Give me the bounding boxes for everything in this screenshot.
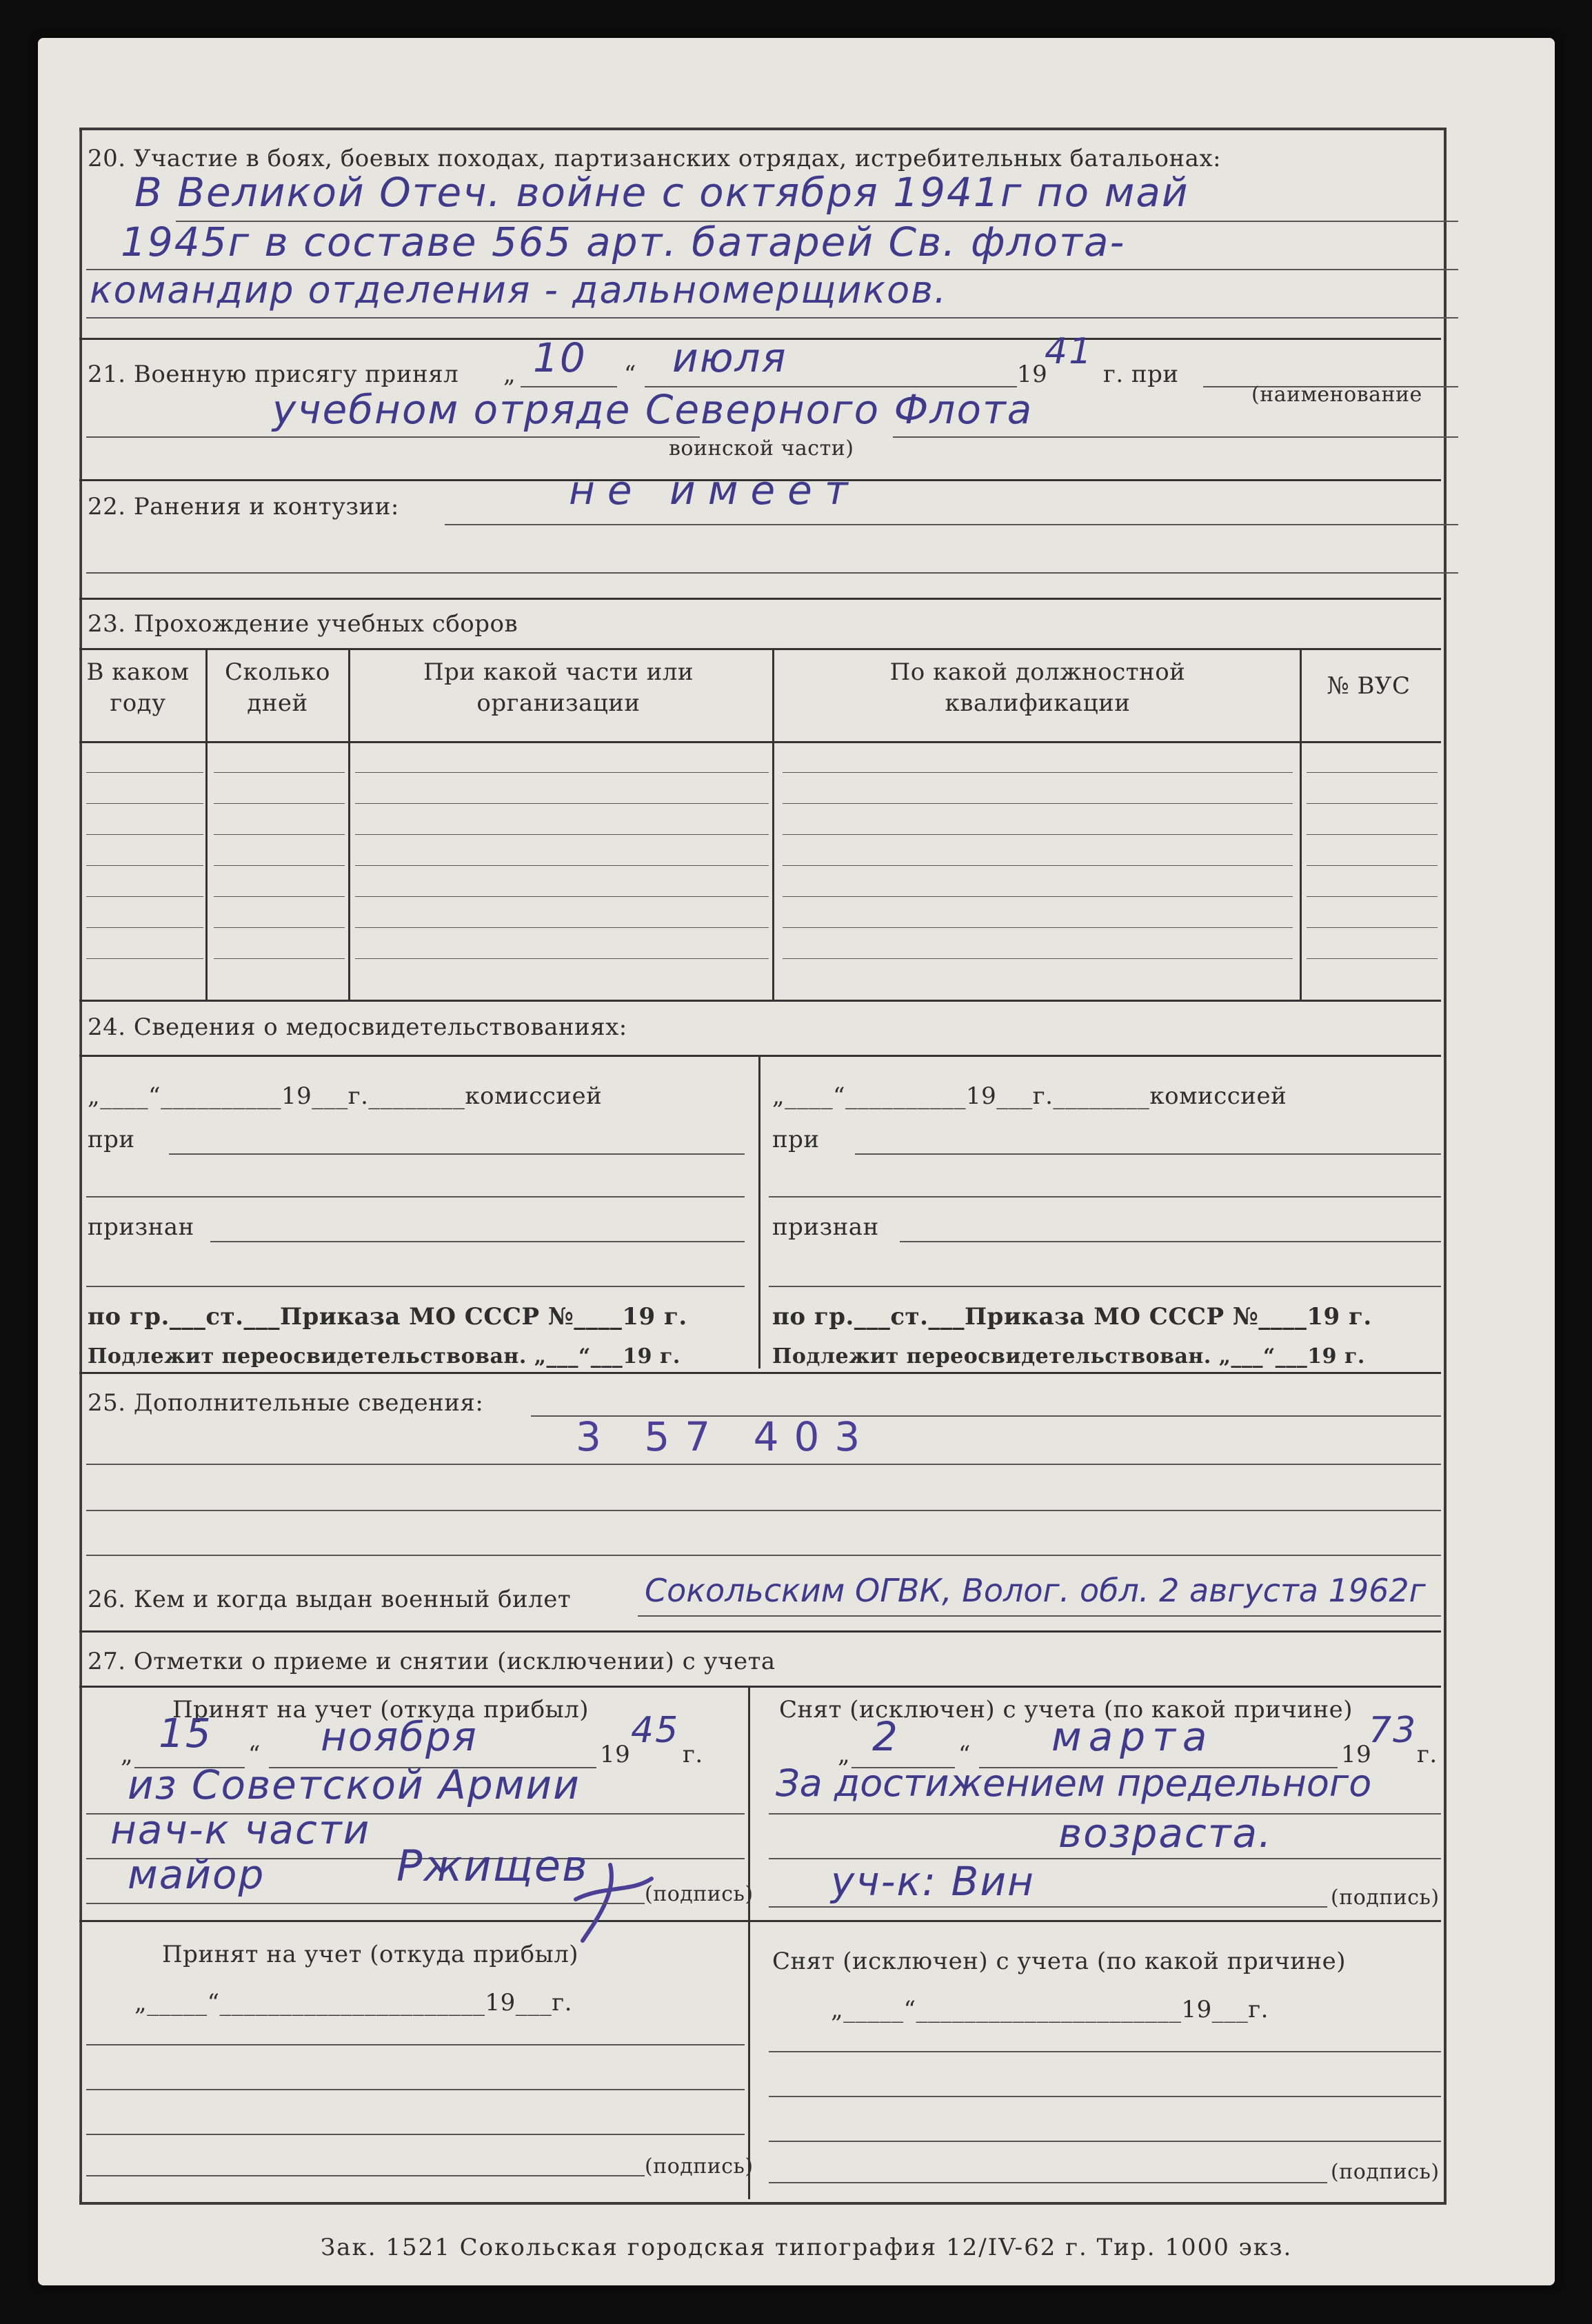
table-row-line: [86, 865, 203, 866]
section-20-handwriting-3: командир отделения - дальномерщиков.: [90, 268, 948, 312]
accept-label-1: Принят на учет (откуда прибыл): [172, 1696, 590, 1724]
table-row-line: [355, 803, 769, 804]
table-row-line: [1307, 958, 1438, 959]
remove-label-2: Снят (исключен) с учета (по какой причине): [772, 1948, 1347, 1975]
table-row-line: [783, 803, 1293, 804]
section-26-label: 26. Кем и когда выдан военный билет: [88, 1586, 572, 1613]
table-row-line: [86, 803, 203, 804]
table-row-line: [1307, 772, 1438, 773]
table-row-line: [214, 772, 345, 773]
table-row-line: [214, 834, 345, 835]
table-row-line: [783, 896, 1293, 897]
remove-1-reason: За достижением предельного: [776, 1761, 1372, 1805]
section-27-label: 27. Отметки о приеме и снятии (исключении) с учета: [88, 1648, 776, 1675]
accept-1-signature: Ржищев: [396, 1841, 589, 1891]
table-row-line: [783, 834, 1293, 835]
accept-1-year: 45: [631, 1710, 680, 1751]
section-20-handwriting-1: В Великой Отеч. войне с октября 1941г по май: [134, 169, 1189, 216]
remove-1-year: 73: [1369, 1710, 1418, 1751]
accept-1-position: нач-к части: [110, 1806, 371, 1853]
table-row-line: [1307, 803, 1438, 804]
table-row-line: [355, 958, 769, 959]
accept-1-rank: майор: [128, 1851, 265, 1898]
table-row-line: [783, 865, 1293, 866]
section-22-label: 22. Ранения и контузии:: [88, 493, 399, 521]
remove-1-day: 2: [872, 1713, 899, 1760]
remove-label-1: Снят (исключен) с учета (по какой причине): [779, 1696, 1353, 1724]
remove-1-reason-2: возраста.: [1058, 1810, 1273, 1857]
accept-label-2: Принят на учет (откуда прибыл): [162, 1941, 579, 1968]
remove-1-month: марта: [1051, 1713, 1214, 1760]
table-row-line: [1307, 896, 1438, 897]
table-row-line: [214, 927, 345, 928]
table-row-line: [783, 958, 1293, 959]
table-row-line: [214, 896, 345, 897]
table-row-line: [1307, 927, 1438, 928]
table-row-line: [355, 834, 769, 835]
table-row-line: [214, 865, 345, 866]
table-row-line: [355, 772, 769, 773]
section-23-label: 23. Прохождение учебных сборов: [88, 610, 518, 638]
table-row-line: [1307, 834, 1438, 835]
table-row-line: [1307, 865, 1438, 866]
section-21-label: 21. Военную присягу принял: [88, 361, 459, 388]
table-row-line: [86, 958, 203, 959]
section-25-label: 25. Дополнительные сведения:: [88, 1389, 484, 1417]
table-row-line: [86, 772, 203, 773]
table-row-line: [355, 896, 769, 897]
table-row-line: [86, 834, 203, 835]
table-row-line: [86, 896, 203, 897]
section-20-label: 20. Участие в боях, боевых походах, партизанских отрядах, истребительных батальонах:: [88, 145, 1222, 172]
oath-day: 10: [533, 334, 587, 381]
section-20-handwriting-2: 1945г в составе 565 арт. батарей Св. флота-: [121, 219, 1126, 265]
accept-1-month: ноября: [321, 1713, 478, 1760]
wounds-value: не имеет: [569, 467, 860, 514]
accept-1-day: 15: [159, 1710, 212, 1757]
table-row-line: [86, 927, 203, 928]
oath-month: июля: [672, 334, 787, 381]
oath-year: 41: [1045, 331, 1094, 372]
unit-hint-bottom: воинской части): [669, 436, 854, 461]
unit-hint-top: (наименование: [1251, 383, 1422, 407]
print-footer: Зак. 1521 Сокольская городская типография 12/IV-62 г. Тир. 1000 экз.: [321, 2234, 1293, 2261]
accept-1-from: из Советской Армии: [128, 1761, 581, 1808]
table-row-line: [355, 865, 769, 866]
remove-1-sign: уч-к: Вин: [831, 1858, 1035, 1905]
additional-info-value: 3 57 403: [576, 1413, 876, 1460]
table-row-line: [783, 772, 1293, 773]
section-24-label: 24. Сведения о медосвидетельствованиях:: [88, 1013, 627, 1041]
oath-unit: учебном отряде Северного Флота: [272, 386, 1034, 433]
military-id-issued-value: Сокольским ОГВК, Волог. обл. 2 августа 1962г: [645, 1572, 1426, 1609]
table-row-line: [355, 927, 769, 928]
table-row-line: [214, 958, 345, 959]
document-page: 20. Участие в боях, боевых походах, партизанских отрядах, истребительных батальонах: В Великой Отеч. войне с октября 1941г по май 1945г в составе 565 арт. батарей Св. флота- командир отделения - дальномерщиков. 21. Военную присягу принял „ 10 “ июля 19 41 г. при (наименование учебном отряде Северного Флота воинской части) 22. Ранения и контузии: не имеет 23. Прохождение учебных сборов В каком году Сколько дней При какой части или организации По какой должностной квалификации № ВУС 24. Сведения о медосвидетельствованиях: „____“__________19___г.________комиссией при признан по гр.___ст.___Приказа МО СССР №____19 г. Подлежит переосвидетельствован. „___“___19 г. „____“__________19___г.________комиссией при признан по гр.___ст.___Приказа МО СССР №____19 г. Подлежит переосвидетельствован. „___“___19 г. 25. Дополнительные сведения: 3 57 403 26. Кем и когда выдан военный билет Сокольским ОГВК, Волог. обл. 2 августа 1962г 27. Отметки о приеме и снятии (исключении) с учета Принят на учет (откуда прибыл) „ 15 “ ноября 19 45 г. из Советской Армии нач-к части майор Ржищев (подпись) Снят (исключен) с учета (по какой причине) „ 2 “ марта 19 73 г. За достижением предельного возраста. уч-к: Вин (подпись) Принят на учет (откуда прибыл) „_____“______________________19___г. (подпись) Снят (исключен) с учета (по какой причине) „_____“______________________19___г. (подпись) Зак. 1521 Сокольская городская типография 12/IV-62 г. Тир. 1000 экз.: [38, 38, 1555, 2285]
table-row-line: [783, 927, 1293, 928]
table-row-line: [214, 803, 345, 804]
